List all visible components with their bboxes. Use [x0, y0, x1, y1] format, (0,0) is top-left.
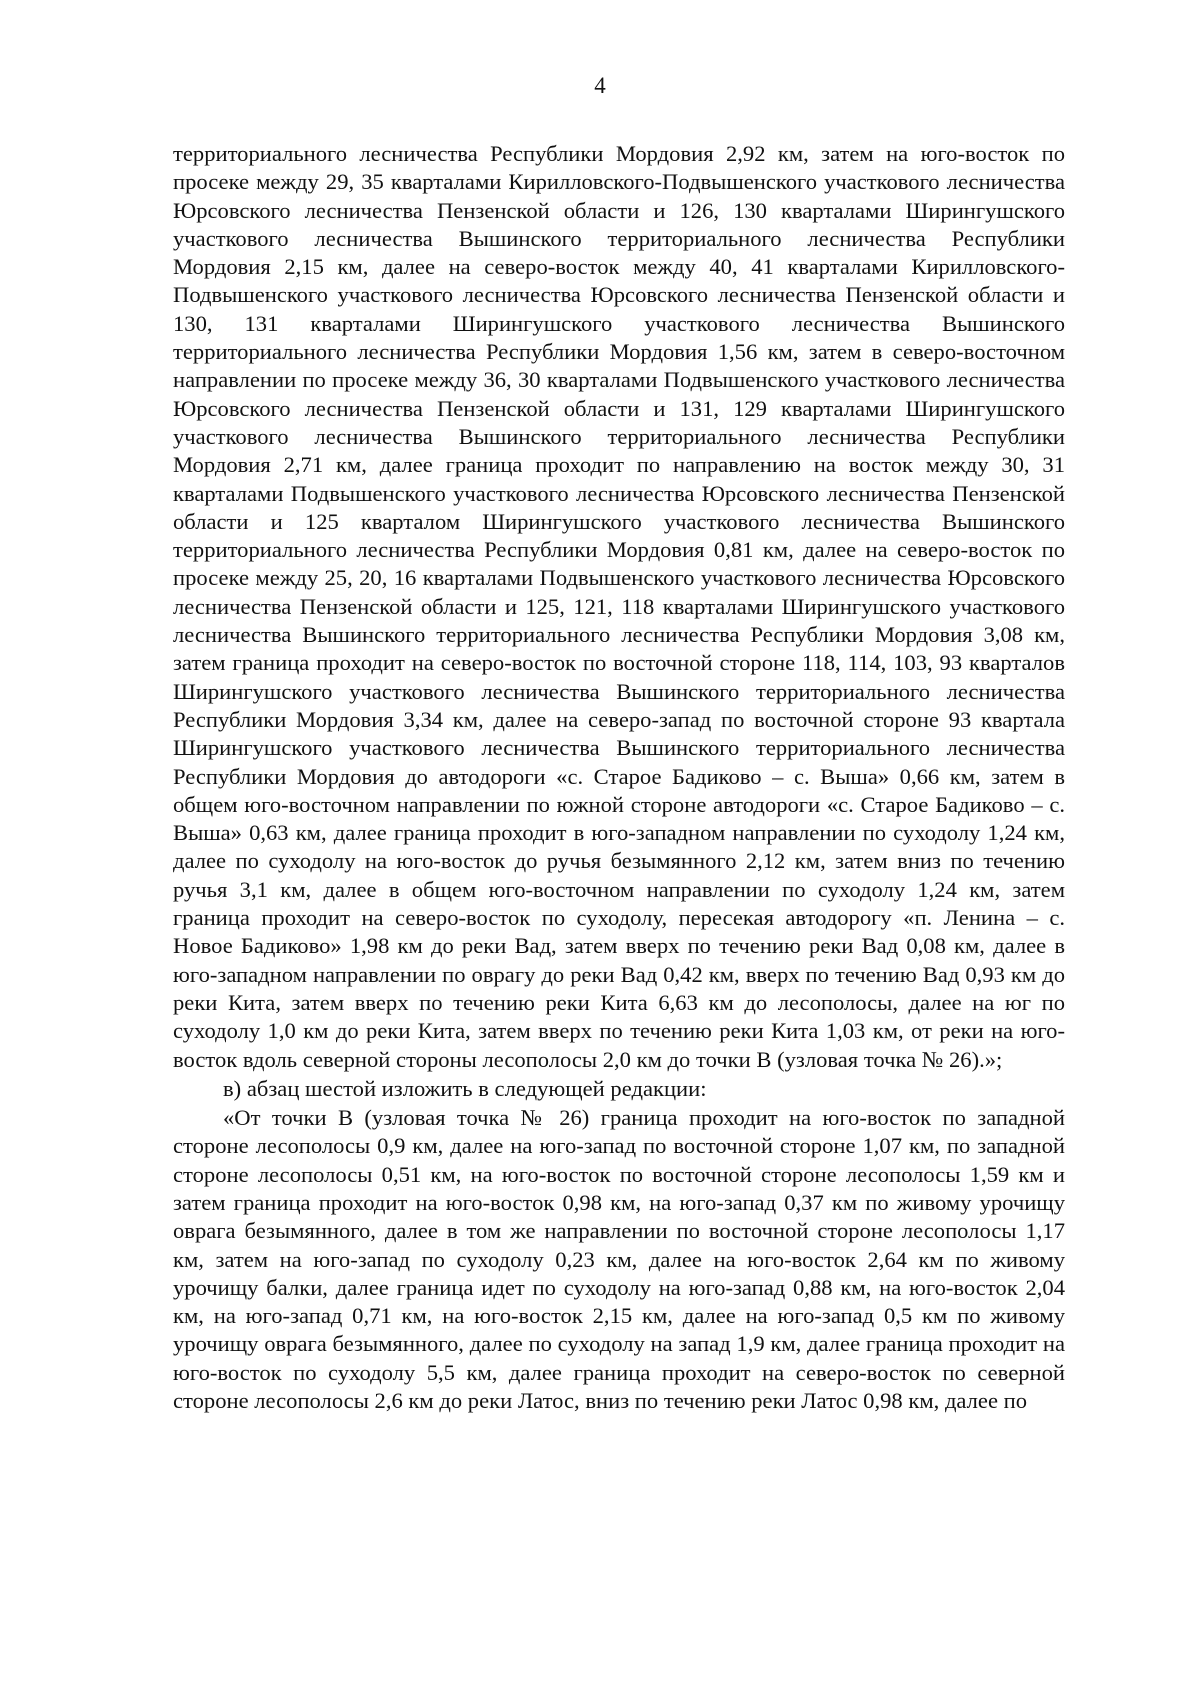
paragraph-new-wording: «От точки В (узловая точка № 26) граница проходит на юго-восток по западной стороне лесополосы 0,9 км, далее на юго-запад по восточной стороне 1,07 км, по западной стороне лесополосы 0,51 км, на юго-восток по восточной стороне лесополосы 1,59 км и затем граница проходит на юго-восток 0,98 км, на юго-запад 0,37 км по живому урочищу оврага безымянного, далее в том же направлении по восточной стороне лесополосы 1,17 км, затем на юго-запад по суходолу 0,23 км, далее на юго-восток 2,64 км по живому урочищу балки, далее граница идет по суходолу на юго-запад 0,88 км, на юго-восток 2,04 км, на юго-запад 0,71 км, на юго-восток 2,15 км, далее на юго-запад 0,5 км по живому урочищу оврага безымянного, далее по суходолу на запад 1,9 км, далее граница проходит на юго-восток по суходолу 5,5 км, далее граница проходит на северо-восток по северной стороне лесополосы 2,6 км до реки Латос, вниз по течению реки Латос 0,98 км, далее по: [173, 1105, 1065, 1414]
paragraph-amendment-instruction: в) абзац шестой изложить в следующей редакции:: [223, 1075, 707, 1101]
paragraph-boundary-description: территориального лесничества Республики Мордовия 2,92 км, затем на юго-восток по просеке между 29, 35 кварталами Кирилловского-Подвышенского участкового лесничества Юрсовского лесничества Пензенской области и 126, 130 кварталами Ширингушского участкового лесничества Вышинского территориального лесничества Республики Мордовия 2,15 км, далее на северо-восток между 40, 41 кварталами Кирилловского-Подвышенского участкового лесничества Юрсовского лесничества Пензенской области и 130, 131 кварталами Ширингушского участкового лесничества Вышинского территориального лесничества Республики Мордовия 1,56 км, затем в северо-восточном направлении по просеке между 36, 30 кварталами Подвышенского участкового лесничества Юрсовского лесничества Пензенской области и 131, 129 кварталами Ширингушского участкового лесничества Вышинского территориального лесничества Республики Мордовия 2,71 км, далее граница проходит по направлению на восток между 30, 31 кварталами Подвышенского участкового лесничества Юрсовского лесничества Пензенской области и 125 кварталом Ширингушского участкового лесничества Вышинского территориального лесничества Республики Мордовия 0,81 км, далее на северо-восток по просеке между 25, 20, 16 кварталами Подвышенского участкового лесничества Юрсовского лесничества Пензенской области и 125, 121, 118 кварталами Ширингушского участкового лесничества Вышинского территориального лесничества Республики Мордовия 3,08 км, затем граница проходит на северо-восток по восточной стороне 118, 114, 103, 93 кварталов Ширингушского участкового лесничества Вышинского территориального лесничества Республики Мордовия 3,34 км, далее на северо-запад по восточной стороне 93 квартала Ширингушского участкового лесничества Вышинского территориального лесничества Республики Мордовия до автодороги «с. Старое Бадиково – с. Выша» 0,66 км, затем в общем юго-восточном направлении по южной стороне автодороги «с. Старое Бадиково – с. Выша» 0,63 км, далее граница проходит в юго-западном направлении по суходолу 1,24 км, далее по суходолу на юго-восток до ручья безымянного 2,12 км, затем вниз по течению ручья 3,1 км, далее в общем юго-восточном направлении по суходолу 1,24 км, затем граница проходит на северо-восток по суходолу, пересекая автодорогу «п. Ленина – с. Новое Бадиково» 1,98 км до реки Вад, затем вверх по течению реки Вад 0,08 км, далее в юго-западном направлении по оврагу до реки Вад 0,42 км, вверх по течению Вад 0,93 км до реки Кита, затем вверх по течению реки Кита 6,63 км до лесополосы, далее на юг по суходолу 1,0 км до реки Кита, затем вверх по течению реки Кита 1,03 км, от реки на юго-восток вдоль северной стороны лесополосы 2,0 км до точки В (узловая точка № 26).»;: [173, 141, 1065, 1072]
document-body: [173, 140, 1065, 1415]
page-number: 4: [594, 73, 606, 98]
